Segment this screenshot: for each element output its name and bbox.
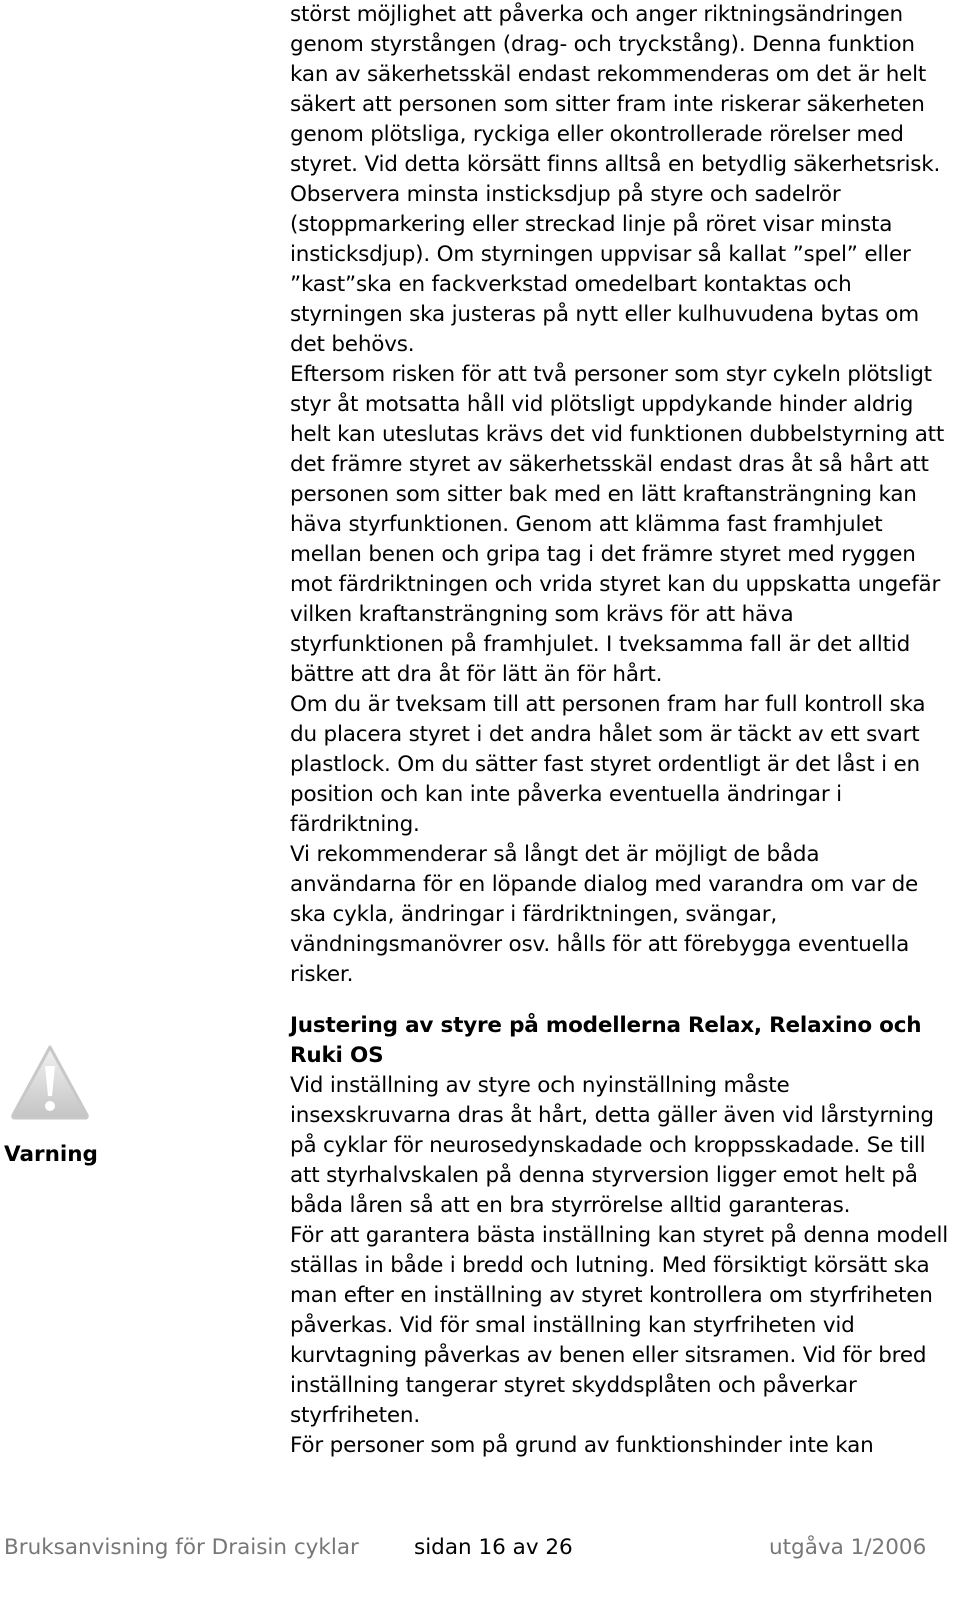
- paragraph: För personer som på grund av funktionshinder inte kan: [290, 1433, 874, 1458]
- paragraph: Vi rekommenderar så långt det är möjligt de båda användarna för en löpande dialog med varandra om var de ska cykla, ändringar i färdriktningen, svängar, vändningsmanövrer osv. hålls för att förebygga eventuella risker.: [290, 842, 919, 987]
- paragraph: För att garantera bästa inställning kan styret på denna modell ställas in både i bredd och lutning. Med försiktigt körsätt ska man efter en inställning av styret kontrollera om styrfriheten påverkas. Vid för smal inställning kan styrfriheten vid kurvtagning påverkas av benen eller sitsramen. Vid för bred inställning tangerar styret skyddsplåten och påverkar styrfriheten.: [290, 1223, 949, 1428]
- warning-callout: [4, 1044, 100, 1167]
- page-footer: [4, 1535, 934, 1567]
- footer-title: Bruksanvisning för Draisin cyklar: [4, 1535, 359, 1560]
- paragraph: Om du är tveksam till att personen fram har full kontroll ska du placera styret i det andra hålet som är täckt av ett svart plastlock. Om du sätter fast styret ordentligt är det låst i en position och kan inte påverka eventuella ändringar i färdriktning.: [290, 692, 926, 837]
- section-heading: Justering av styre på modellerna Relax, Relaxino och Ruki OS: [290, 1013, 922, 1068]
- document-body: [290, 0, 950, 1461]
- page-number: sidan 16 av 26: [414, 1535, 573, 1560]
- warning-label: Varning: [4, 1142, 98, 1167]
- warning-triangle-icon: [10, 1044, 90, 1120]
- footer-edition: utgåva 1/2006: [769, 1535, 927, 1560]
- paragraph: Eftersom risken för att två personer som styr cykeln plötsligt styr åt motsatta håll vid plötsligt uppdykande hinder aldrig helt kan uteslutas krävs det vid funktionen dubbelstyrning att det främre styret av säkerhetsskäl endast dras åt så hårt att personen som sitter bak med en lätt kraftansträngning kan häva styrfunktionen. Genom att klämma fast framhjulet mellan benen och gripa tag i det främre styret med ryggen mot färdriktningen och vrida styret kan du uppskatta ungefär vilken kraftansträngning som krävs för att häva styrfunktionen på framhjulet. I tveksamma fall är det alltid bättre att dra åt för lätt än för hårt.: [290, 362, 945, 687]
- paragraph: störst möjlighet att påverka och anger riktningsändringen genom styrstången (drag- och tryckstång). Denna funktion kan av säkerhetsskäl endast rekommenderas om det är helt säkert att personen som sitter fram inte riskerar säkerheten genom plötsliga, ryckiga eller okontrollerade rörelser med styret. Vid detta körsätt finns alltså en betydlig säkerhetsrisk. Observera minsta insticksdjup på styre och sadelrör (stoppmarkering eller streckad linje på röret visar minsta insticksdjup). Om styrningen uppvisar så kallat ”spel” eller ”kast”ska en fackverkstad omedelbart kontaktas och styrningen ska justeras på nytt eller kulhuvudena bytas om det behövs.: [290, 2, 941, 357]
- paragraph: Vid inställning av styre och nyinställning måste insexskruvarna dras åt hårt, detta gäller även vid lårstyrning på cyklar för neurosedynskadade och kroppsskadade. Se till att styrhalvskalen på denna styrversion ligger emot helt på båda låren så att en bra styrrörelse alltid garanteras.: [290, 1073, 934, 1218]
